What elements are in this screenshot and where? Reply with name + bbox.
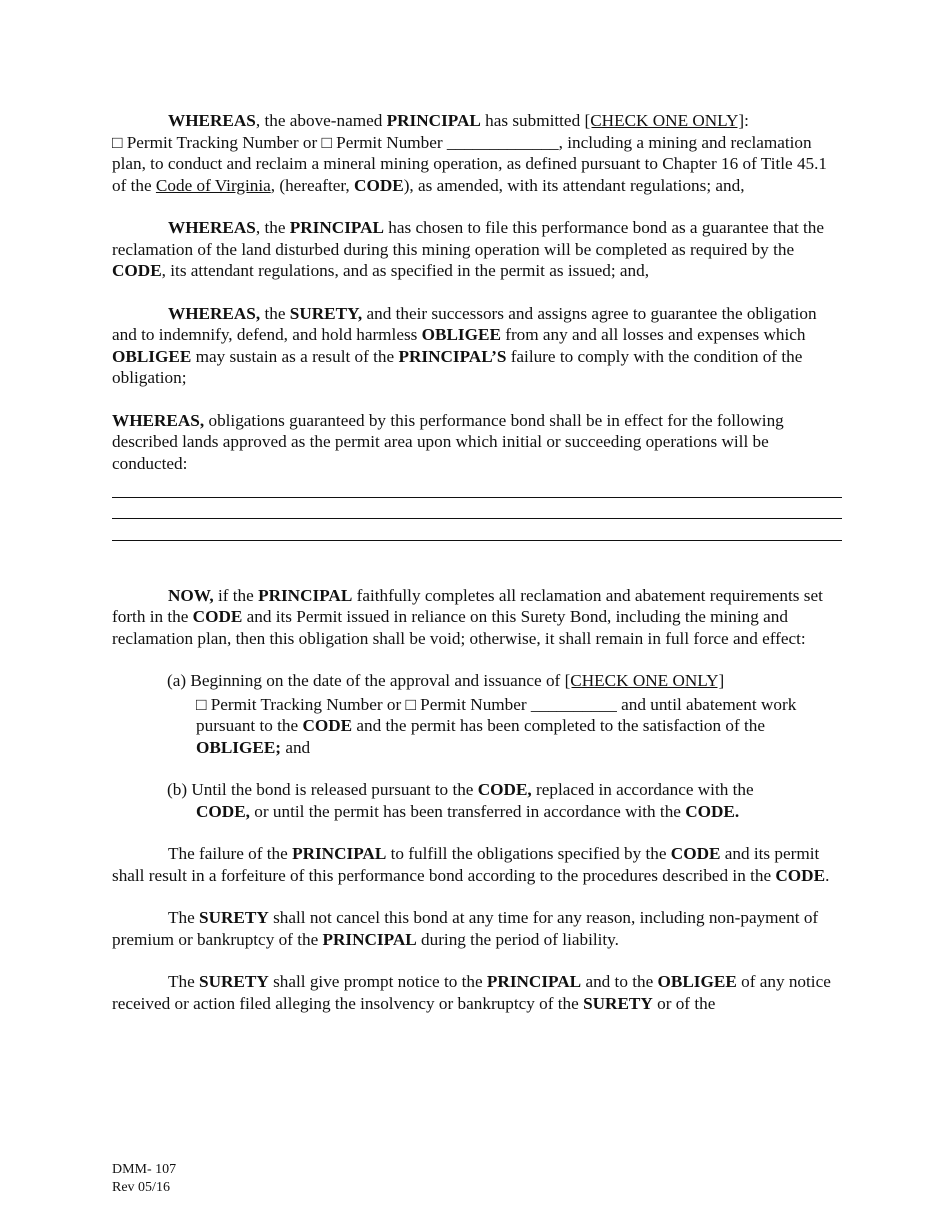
whereas-submission-paragraph: WHEREAS, the above-named PRINCIPAL has submitted [CHECK ONE ONLY]: □ Permit Tracking Number or □ Permit Number _____________, including a mining and reclamation plan, to conduct and reclaim a mineral mining operation, as defined pursuant to Chapter 16 of Title 45.1 of the Code of Virginia, (hereafter, CODE), as amended, with its attendant regulations; and, bbox=[112, 111, 828, 195]
document-body bbox=[112, 110, 842, 1014]
whereas-surety-paragraph: WHEREAS, the SURETY, and their successors and assigns agree to guarantee the obligation and to indemnify, defend, and hold harmless OBLIGEE from any and all losses and expenses which OBLIGEE may sustain as a result of the PRINCIPAL’S failure to comply with the condition of the obligation; bbox=[112, 303, 817, 387]
revision-date: Rev 05/16 bbox=[112, 1180, 170, 1195]
fill-in-line[interactable] bbox=[112, 476, 842, 498]
fill-in-line[interactable] bbox=[112, 519, 842, 541]
page-footer bbox=[112, 1161, 176, 1197]
notice-paragraph: The SURETY shall give prompt notice to the PRINCIPAL and to the OBLIGEE of any notice received or action filed alleging the insolvency or bankruptcy of the SURETY or of the bbox=[112, 972, 831, 1013]
permit-number-checkbox[interactable]: □ bbox=[321, 132, 332, 152]
fill-in-line[interactable] bbox=[112, 498, 842, 520]
whereas-guarantee-paragraph: WHEREAS, the PRINCIPAL has chosen to file this performance bond as a guarantee that the reclamation of the land disturbed during this mining operation will be completed as required by the CODE, its attendant regulations, and as specified in the permit as issued; and, bbox=[112, 218, 825, 280]
now-paragraph: NOW, if the PRINCIPAL faithfully completes all reclamation and abatement requirements set forth in the CODE and its Permit issued in reliance on this Surety Bond, including the mining and reclamation plan, then this obligation shall be void; otherwise, it shall remain in full force and effect: bbox=[112, 585, 823, 648]
permit-number-checkbox[interactable]: □ bbox=[405, 694, 416, 714]
lands-description-lines[interactable] bbox=[112, 476, 842, 541]
list-item-b: (b) Until the bond is released pursuant to the CODE, replaced in accordance with the CODE, or until the permit has been transferred in accordance with the CODE. bbox=[167, 780, 754, 821]
failure-paragraph: The failure of the PRINCIPAL to fulfill the obligations specified by the CODE and its permit shall result in a forfeiture of this performance bond according to the procedures described in the CODE. bbox=[112, 844, 830, 885]
form-number: DMM- 107 bbox=[112, 1162, 177, 1177]
whereas-lands-paragraph: WHEREAS, obligations guaranteed by this performance bond shall be in effect for the following described lands approved as the permit area upon which initial or succeeding operations will be conducted: bbox=[112, 410, 784, 473]
permit-tracking-checkbox[interactable]: □ bbox=[196, 694, 207, 714]
permit-tracking-checkbox[interactable]: □ bbox=[112, 132, 123, 152]
cancellation-paragraph: The SURETY shall not cancel this bond at any time for any reason, including non-payment of premium or bankruptcy of the PRINCIPAL during the period of liability. bbox=[112, 908, 819, 949]
list-item-a: (a) Beginning on the date of the approval and issuance of [CHECK ONE ONLY] □ Permit Tracking Number or □ Permit Number __________ and until abatement work pursuant to the CODE and the permit has been completed to the satisfaction of the OBLIGEE; and bbox=[167, 671, 797, 757]
